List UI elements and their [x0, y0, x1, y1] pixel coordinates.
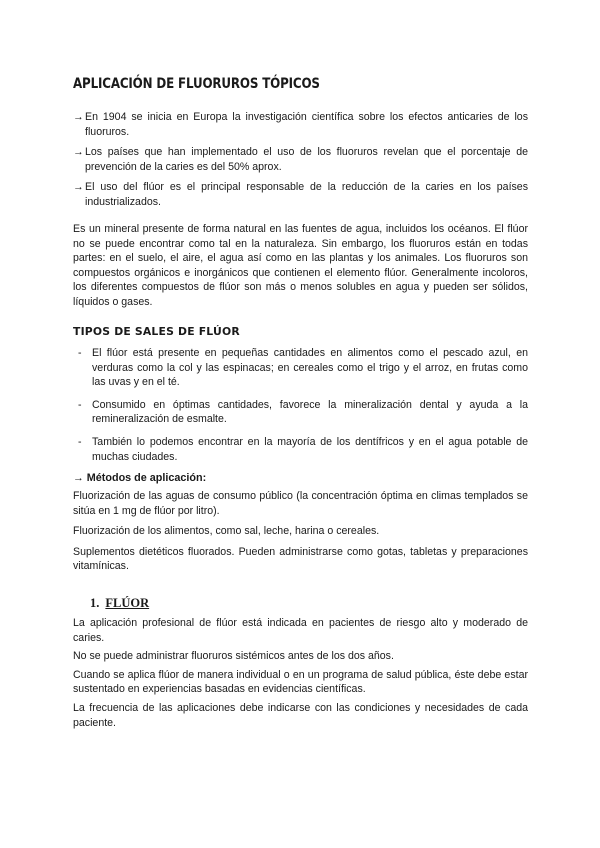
page-title: APLICACIÓN DE FLUORUROS TÓPICOS	[73, 76, 320, 92]
methods-heading	[73, 472, 206, 484]
dash-list-item	[78, 346, 528, 390]
arrow-list-item	[73, 110, 528, 139]
methods-paragraph: Fluorización de los alimentos, como sal, leche, harina o cereales.	[73, 525, 380, 538]
section-1-paragraph: No se puede administrar fluoruros sistémicos antes de los dos años.	[73, 650, 394, 663]
arrow-list-item	[73, 145, 528, 174]
section-1-body	[73, 616, 528, 734]
intro-paragraph: Es un mineral presente de forma natural en las fuentes de agua, incluidos los océanos. El flúor no se puede encontrar como tal en la naturaleza. Sin embargo, los fluoruros están en todas partes: en el suelo, el aire, el agua así como en las plantas y los animales. Los fluoruros son compuestos orgánicos e inorgánicos que contienen el elemento flúor. Generalmente incoloros, los diferentes compuestos de flúor son más o menos solubles en agua y pueden ser sólidos, líquidos o gases.	[73, 223, 528, 308]
dash-list-item	[78, 398, 528, 427]
methods-heading-text: Métodos de aplicación:	[86, 472, 207, 484]
dash-bullet-icon: -	[78, 398, 82, 411]
dash-item-text: Consumido en óptimas cantidades, favorece la mineralización dental y ayuda a la remineralización de esmalte.	[92, 398, 528, 426]
dash-list-item	[78, 435, 528, 464]
dash-bullet-icon: -	[78, 435, 82, 448]
section-1-paragraph: Cuando se aplica flúor de manera individual o en un programa de salud pública, éste debe estar sustentado en experiencias basadas en evidencias científicas.	[73, 668, 528, 696]
arrow-item-text: El uso del flúor es el principal responsable de la reducción de la caries en los países industrializados.	[85, 181, 528, 208]
types-heading: TIPOS DE SALES DE FLÚOR	[73, 325, 240, 338]
methods-paragraph: Suplementos dietéticos fluorados. Pueden administrarse como gotas, tabletas y preparaciones vitamínicas.	[73, 545, 528, 573]
methods-section	[73, 489, 528, 578]
dash-bullet-icon: -	[78, 347, 82, 359]
types-dash-list	[78, 346, 528, 472]
right-arrow-icon: →	[73, 111, 84, 123]
right-arrow-icon: →	[73, 472, 84, 484]
section-1-title: FLÚOR	[105, 596, 150, 610]
section-1-number: 1.	[90, 596, 100, 610]
right-arrow-icon: →	[73, 146, 84, 159]
methods-paragraph: Fluorización de las aguas de consumo público (la concentración óptima en climas templados se sitúa en 1 mg de flúor por litro).	[73, 490, 528, 517]
intro-arrow-list	[73, 110, 528, 216]
section-1-paragraph: La frecuencia de las aplicaciones debe indicarse con las condiciones y necesidades de cada paciente.	[73, 701, 528, 729]
arrow-item-text: En 1904 se inicia en Europa la investigación científica sobre los efectos anticaries de los fluoruros.	[85, 111, 528, 138]
section-1-paragraph: La aplicación profesional de flúor está indicada en pacientes de riesgo alto y moderado de caries.	[73, 617, 528, 644]
arrow-list-item	[73, 180, 528, 209]
right-arrow-icon: →	[73, 181, 84, 194]
section-1-heading	[90, 596, 149, 611]
arrow-item-text: Los países que han implementado el uso de los fluoruros revelan que el porcentaje de prevención de la caries es del 50% aprox.	[85, 146, 528, 173]
dash-item-text: También lo podemos encontrar en la mayoría de los dentífricos y en el agua potable de muchas ciudades.	[92, 435, 528, 463]
dash-item-text: El flúor está presente en pequeñas cantidades en alimentos como el pescado azul, en verduras como la col y las espinacas; en cereales como el trigo y el arroz, en frutas como las uvas y en el té.	[92, 347, 528, 389]
